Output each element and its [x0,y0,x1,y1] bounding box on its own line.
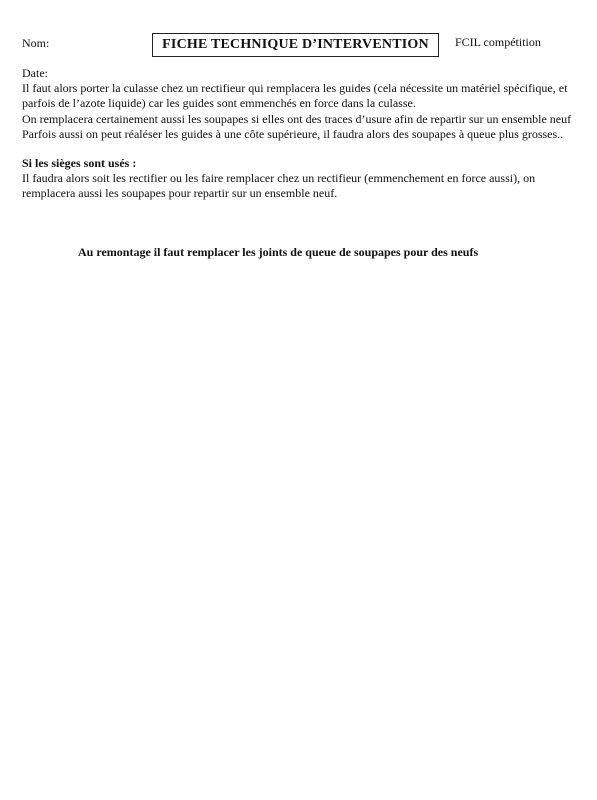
nom-label: Nom: [22,36,50,50]
paragraph-realesage: Parfois aussi on peut réaléser les guides à une côte supérieure, il faudra alors des soupapes à queue plus grosses.. [22,126,564,141]
section-heading-sieges: Si les sièges sont usés : [22,156,137,171]
paragraph-spacer [22,142,582,156]
document-body [22,66,582,202]
document-title-text: FICHE TECHNIQUE D’INTERVENTION [162,37,429,52]
date-label: Date: [22,66,48,80]
closing-note: Au remontage il faut remplacer les joints de queue de soupapes pour des neufs [78,245,479,259]
organization-label: FCIL compétition [455,35,541,49]
document-title [152,33,439,57]
paragraph-soupapes: On remplacera certainement aussi les soupapes si elles ont des traces d’usure afin de repartir sur un ensemble neuf [22,111,572,126]
paragraph-sieges: Il faudra alors soit les rectifier ou les faire remplacer chez un rectifieur (emmenchement en force aussi), on remplacera aussi les soupapes pour repartir sur un ensemble neuf. [22,171,536,201]
paragraph-guides: Il faut alors porter la culasse chez un rectifieur qui remplacera les guides (cela nécessite un matériel spécifique, et parfois de l’azote liquide) car les guides sont emmenchés en force dans la culasse. [22,81,568,111]
